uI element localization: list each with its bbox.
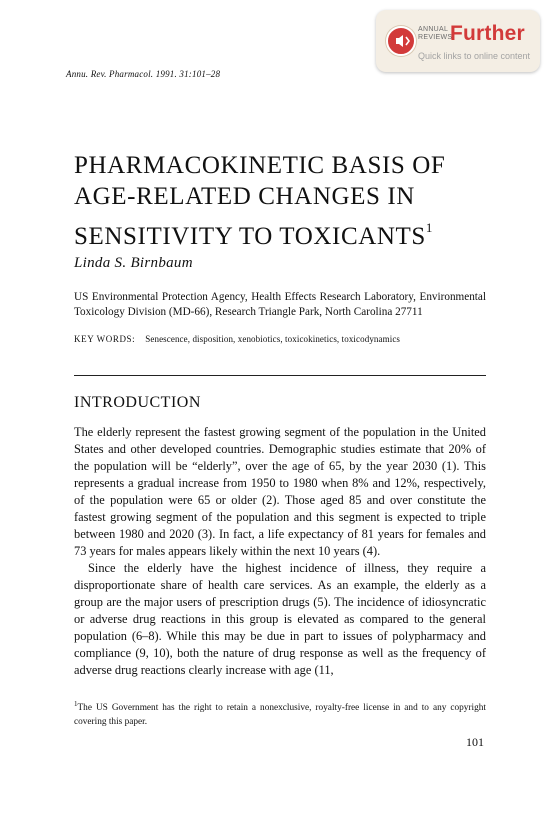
footnote	[74, 697, 486, 729]
keywords-line	[74, 334, 400, 344]
paragraph: The elderly represent the fastest growing segment of the population in the United States and other developed countries. Demographic studies estimate that 20% of the population will be “elderly”, over the age of 65, by the year 2030 (1). This represents a gradual increase from 1950 to 1980 when 8% and 12%, respectively, of the population were 65 or older (2). Those aged 85 and over constitute the fastest growing segment of the population and this segment is expected to triple between 1980 and 2020 (3). In fact, a life expectancy of 81 years for females and 73 years for males appears likely within the next 10 years (4).	[74, 425, 486, 558]
badge-further-text: Further	[450, 22, 525, 45]
body-text	[74, 424, 486, 679]
journal-citation: Annu. Rev. Pharmacol. 1991. 31:101–28	[66, 69, 221, 79]
footnote-text: The US Government has the right to retain a nonexclusive, royalty-free license in and to any copyright covering this paper.	[74, 703, 486, 728]
keywords-list: Senescence, disposition, xenobiotics, toxicokinetics, toxicodynamics	[145, 334, 401, 344]
author-affiliation: US Environmental Protection Agency, Health Effects Research Laboratory, Environmental Toxicology Division (MD-66), Research Triangle Park, North Carolina 27711	[74, 291, 486, 318]
section-divider	[74, 375, 486, 376]
badge-annual-text: ANNUAL	[418, 26, 449, 33]
section-heading: INTRODUCTION	[74, 394, 201, 411]
author-name: Linda S. Birnbaum	[74, 255, 193, 271]
article-title-text: PHARMACOKINETIC BASIS OF AGE-RELATED CHANGES IN SENSITIVITY TO TOXICANTS	[74, 152, 446, 250]
page-number: 101	[466, 735, 484, 749]
footnote-mark: 1	[74, 700, 78, 708]
badge-tagline: Quick links to online content	[418, 51, 531, 61]
keywords-label: KEY WORDS:	[74, 334, 136, 344]
article-title	[74, 150, 494, 252]
speaker-arrow-icon	[386, 26, 416, 56]
further-badge[interactable]	[376, 10, 540, 72]
paragraph: Since the elderly have the highest incidence of illness, they require a disproportionate share of health care services. As an example, the elderly as a group are the major users of prescription drugs (5). The incidence of idiosyncratic or adverse drug reactions in this group is elevated as compared to the general population (6–8). While this may be due in part to issues of polypharmacy and compliance (9, 10), both the nature of drug response as well as the frequency of adverse drug reactions clearly increase with age (11,	[74, 561, 486, 677]
badge-publisher-name	[418, 26, 452, 42]
title-footnote-mark: 1	[425, 220, 433, 235]
badge-reviews-text: REVIEWS	[418, 34, 453, 41]
